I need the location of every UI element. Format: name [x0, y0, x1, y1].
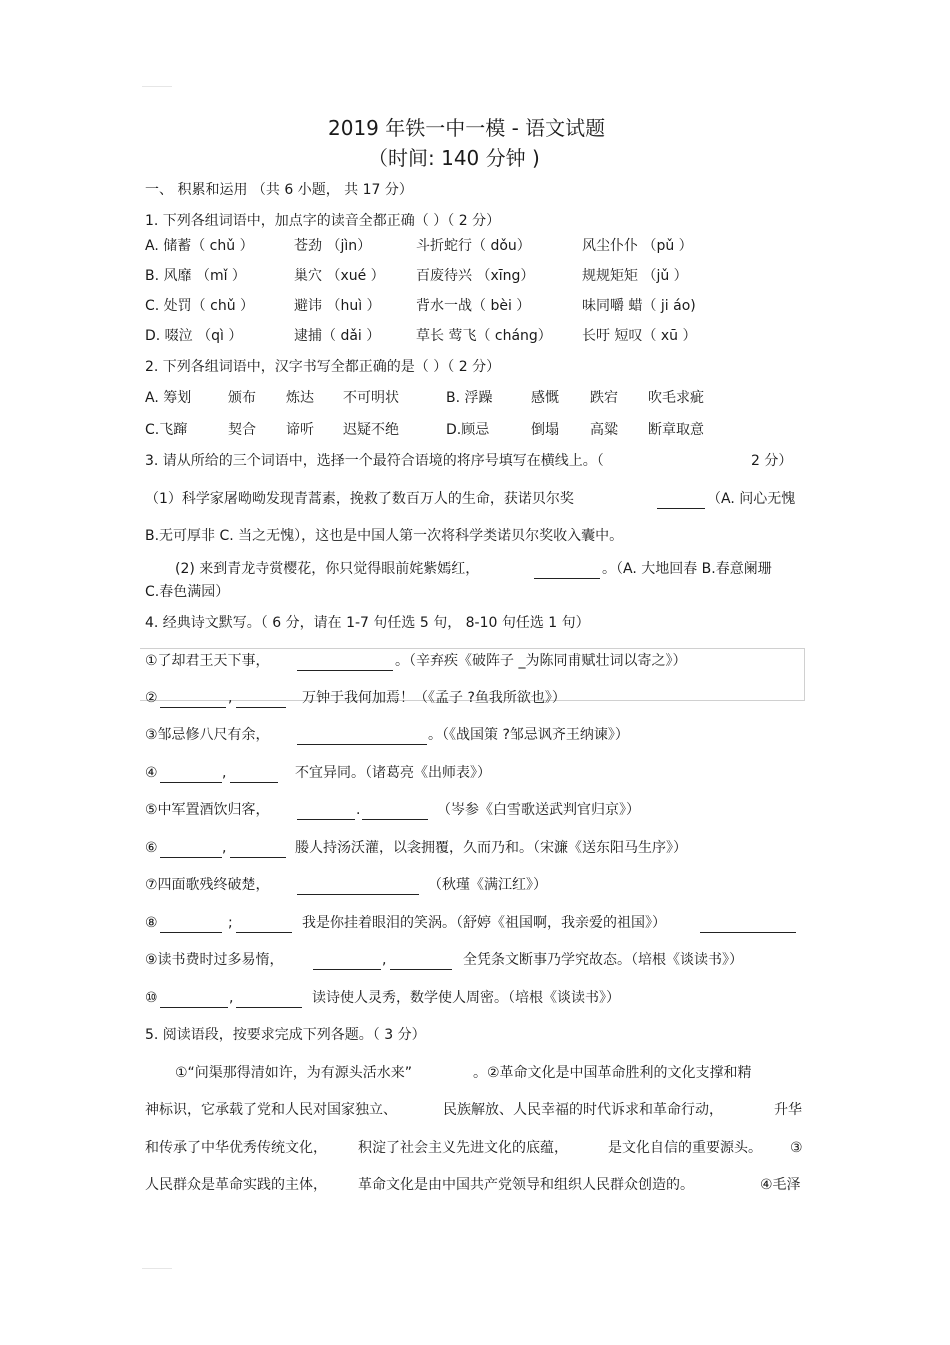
- q5-text: 升华: [774, 1102, 802, 1118]
- q1-option: 草长 莺飞（ cháng）: [416, 328, 552, 344]
- q4-item-source: （岑参《白雪歌送武判官归京》）: [437, 802, 640, 818]
- q1-option: 苍劲 （jìn）: [294, 238, 372, 254]
- q3-sentence: （A. 问心无愧: [707, 491, 796, 507]
- q4-answer-blank[interactable]: [236, 989, 302, 1008]
- q4-stem: 4. 经典诗文默写。（ 6 分，请在 1-7 句任选 5 句， 8-10 句任选 1 句）: [145, 615, 590, 631]
- q4-item-source: 读诗使人灵秀，数学使人周密。（培根《谈读书》）: [312, 990, 620, 1006]
- q4-answer-blank[interactable]: [160, 689, 226, 708]
- q4-answer-blank[interactable]: [160, 989, 228, 1008]
- q1-option: B. 风靡 （mǐ ）: [145, 268, 246, 284]
- q4-item-source: 。（《战国策 ?邹忌讽齐王纳谏》）: [428, 727, 629, 743]
- q4-answer-blank[interactable]: [390, 951, 452, 970]
- q2-word: 吹毛求疵: [648, 390, 704, 406]
- q2-stem: 2. 下列各组词语中，汉字书写全都正确的是（ ）（ 2 分）: [145, 359, 501, 375]
- q4-blank-separator: .: [356, 802, 361, 818]
- q3-stem: 3. 请从所给的三个词语中，选择一个最符合语境的将序号填写在横线上。（: [145, 453, 604, 469]
- q4-item-prefix: ⑩: [145, 990, 158, 1006]
- q4-answer-blank[interactable]: [230, 839, 286, 858]
- q4-item-prefix: ①了却君王天下事，: [145, 653, 270, 669]
- q2-word: 不可明状: [343, 390, 399, 406]
- q5-text: ③: [790, 1140, 803, 1156]
- q5-text: 革命文化是由中国共产党领导和组织人民群众创造的。: [358, 1177, 694, 1193]
- q1-stem: 1. 下列各组词语中，加点字的读音全都正确（ ）（ 2 分）: [145, 213, 501, 229]
- q5-text: 。②革命文化是中国革命胜利的文化支撑和精: [473, 1065, 752, 1081]
- q4-blank-separator: ,: [222, 765, 227, 781]
- q2-word: A. 筹划: [145, 390, 192, 406]
- q4-item-prefix: ⑧: [145, 915, 158, 931]
- q5-text: 积淀了社会主义先进文化的底蕴，: [358, 1140, 568, 1156]
- q4-answer-blank[interactable]: [160, 764, 222, 783]
- q3-score: 2 分）: [751, 453, 793, 469]
- q4-blank-separator: ,: [222, 840, 227, 856]
- q4-answer-blank[interactable]: [297, 726, 427, 745]
- q1-option: 避讳 （huì ）: [294, 298, 381, 314]
- q4-item-source: 万钟于我何加焉！（《孟子 ?鱼我所欲也》）: [302, 690, 566, 706]
- q4-item-source: 我是你挂着眼泪的笑涡。（舒婷《祖国啊，我亲爱的祖国》）: [302, 915, 666, 931]
- q1-option: 巢穴 （xué ）: [294, 268, 385, 284]
- q2-word: 谛听: [286, 422, 314, 438]
- q5-text: 民族解放、人民幸福的时代诉求和革命行动，: [443, 1102, 723, 1118]
- q4-answer-blank[interactable]: [297, 801, 355, 820]
- q4-answer-blank[interactable]: [160, 839, 222, 858]
- q4-answer-blank[interactable]: [700, 914, 796, 933]
- section-heading: 一、 积累和运用 （共 6 小题， 共 17 分）: [145, 182, 413, 198]
- q4-answer-blank[interactable]: [230, 764, 278, 783]
- q1-option: A. 储蓄（ chǔ ）: [145, 238, 254, 254]
- q2-word: 跌宕: [590, 390, 618, 406]
- q3-blank[interactable]: [657, 490, 705, 509]
- q1-option: 规规矩矩 （jǔ ）: [582, 268, 688, 284]
- q4-answer-blank[interactable]: [236, 914, 292, 933]
- q3-sentence: B.无可厚非 C. 当之无愧），这也是中国人第一次将科学类诺贝尔奖收入囊中。: [145, 528, 624, 544]
- q2-word: 颁布: [228, 390, 256, 406]
- q4-item-source: 全凭条文断事乃学究故态。（培根《谈读书》）: [463, 952, 743, 968]
- q4-item-source: （秋瑾《满江红》）: [428, 877, 547, 893]
- q5-text: 神标识，它承载了党和人民对国家独立、: [145, 1102, 397, 1118]
- q5-text: ④毛泽: [760, 1177, 801, 1193]
- q2-word: 倒塌: [531, 422, 559, 438]
- q2-word: 炼达: [286, 390, 314, 406]
- q1-option: D. 啜泣 （qì ）: [145, 328, 243, 344]
- q2-word: C.飞蹿: [145, 422, 188, 438]
- q5-text: 和传承了中华优秀传统文化，: [145, 1140, 327, 1156]
- q1-option: 味同嚼 蜡（ ji áo): [582, 298, 696, 314]
- q4-blank-separator: ,: [228, 690, 233, 706]
- q4-answer-blank[interactable]: [160, 914, 222, 933]
- q1-option: 风尘仆仆 （pǔ ）: [582, 238, 693, 254]
- q5-text: 人民群众是革命实践的主体，: [145, 1177, 327, 1193]
- q4-answer-blank[interactable]: [362, 801, 428, 820]
- q4-answer-blank[interactable]: [297, 652, 393, 671]
- q2-word: 高粱: [590, 422, 618, 438]
- q4-item-prefix: ②: [145, 690, 158, 706]
- q2-word: 迟疑不绝: [343, 422, 399, 438]
- q3-sentence: 。（A. 大地回春 B.春意阑珊: [602, 561, 772, 577]
- q4-answer-blank[interactable]: [236, 689, 286, 708]
- q2-word: 断章取意: [648, 422, 704, 438]
- q1-option: 斗折蛇行（ dǒu）: [416, 238, 531, 254]
- q4-item-source: 媵人持汤沃灌，以衾拥覆，久而乃和。（宋濂《送东阳马生序》）: [295, 840, 687, 856]
- q4-item-prefix: ③邹忌修八尺有余，: [145, 727, 270, 743]
- q4-answer-blank[interactable]: [313, 951, 381, 970]
- q4-item-source: 不宜异同。（诸葛亮《出师表》）: [295, 765, 491, 781]
- q3-sentence: C.春色满园）: [145, 584, 230, 600]
- scan-mark-top: [142, 86, 172, 87]
- q4-item-prefix: ⑥: [145, 840, 158, 856]
- q2-word: B. 浮躁: [446, 390, 493, 406]
- q4-blank-separator: ,: [229, 990, 234, 1006]
- q4-item-prefix: ⑦四面歌残终破楚，: [145, 877, 270, 893]
- q4-item-source: 。（辛弃疾《破阵子 _为陈同甫赋壮词以寄之》）: [395, 653, 687, 669]
- q2-word: D.顾忌: [446, 422, 490, 438]
- page-subtitle: （时间: 140 分钟 ): [368, 146, 540, 170]
- q5-text: ①“问渠那得清如许，为有源头活水来”: [175, 1065, 413, 1081]
- q1-option: 背水一战（ bèi ）: [416, 298, 531, 314]
- q4-answer-blank[interactable]: [297, 876, 419, 895]
- q4-blank-separator: ,: [382, 952, 387, 968]
- scan-mark-bottom: [142, 1268, 172, 1269]
- q1-option: 百废待兴 （xīng）: [416, 268, 535, 284]
- q1-option: 逮捕（ dǎi ）: [294, 328, 381, 344]
- q5-text: 是文化自信的重要源头。: [608, 1140, 762, 1156]
- q5-stem: 5. 阅读语段，按要求完成下列各题。（ 3 分）: [145, 1027, 426, 1043]
- q1-option: C. 处罚（ chǔ ）: [145, 298, 255, 314]
- q2-word: 感慨: [531, 390, 559, 406]
- q4-blank-separator: ;: [228, 915, 233, 931]
- q2-word: 契合: [228, 422, 256, 438]
- q4-item-prefix: ⑨读书费时过多易惰，: [145, 952, 284, 968]
- q3-sentence: (2) 来到青龙寺赏樱花，你只觉得眼前姹紫嫣红，: [175, 561, 480, 577]
- q4-item-prefix: ④: [145, 765, 158, 781]
- page-title: 2019 年铁一中一模 - 语文试题: [328, 116, 606, 140]
- q3-blank[interactable]: [534, 560, 600, 579]
- q4-item-prefix: ⑤中军置酒饮归客，: [145, 802, 270, 818]
- q1-option: 长吁 短叹（ xū ）: [582, 328, 697, 344]
- q3-sentence: （1）科学家屠呦呦发现青蒿素，挽救了数百万人的生命，获诺贝尔奖: [145, 491, 574, 507]
